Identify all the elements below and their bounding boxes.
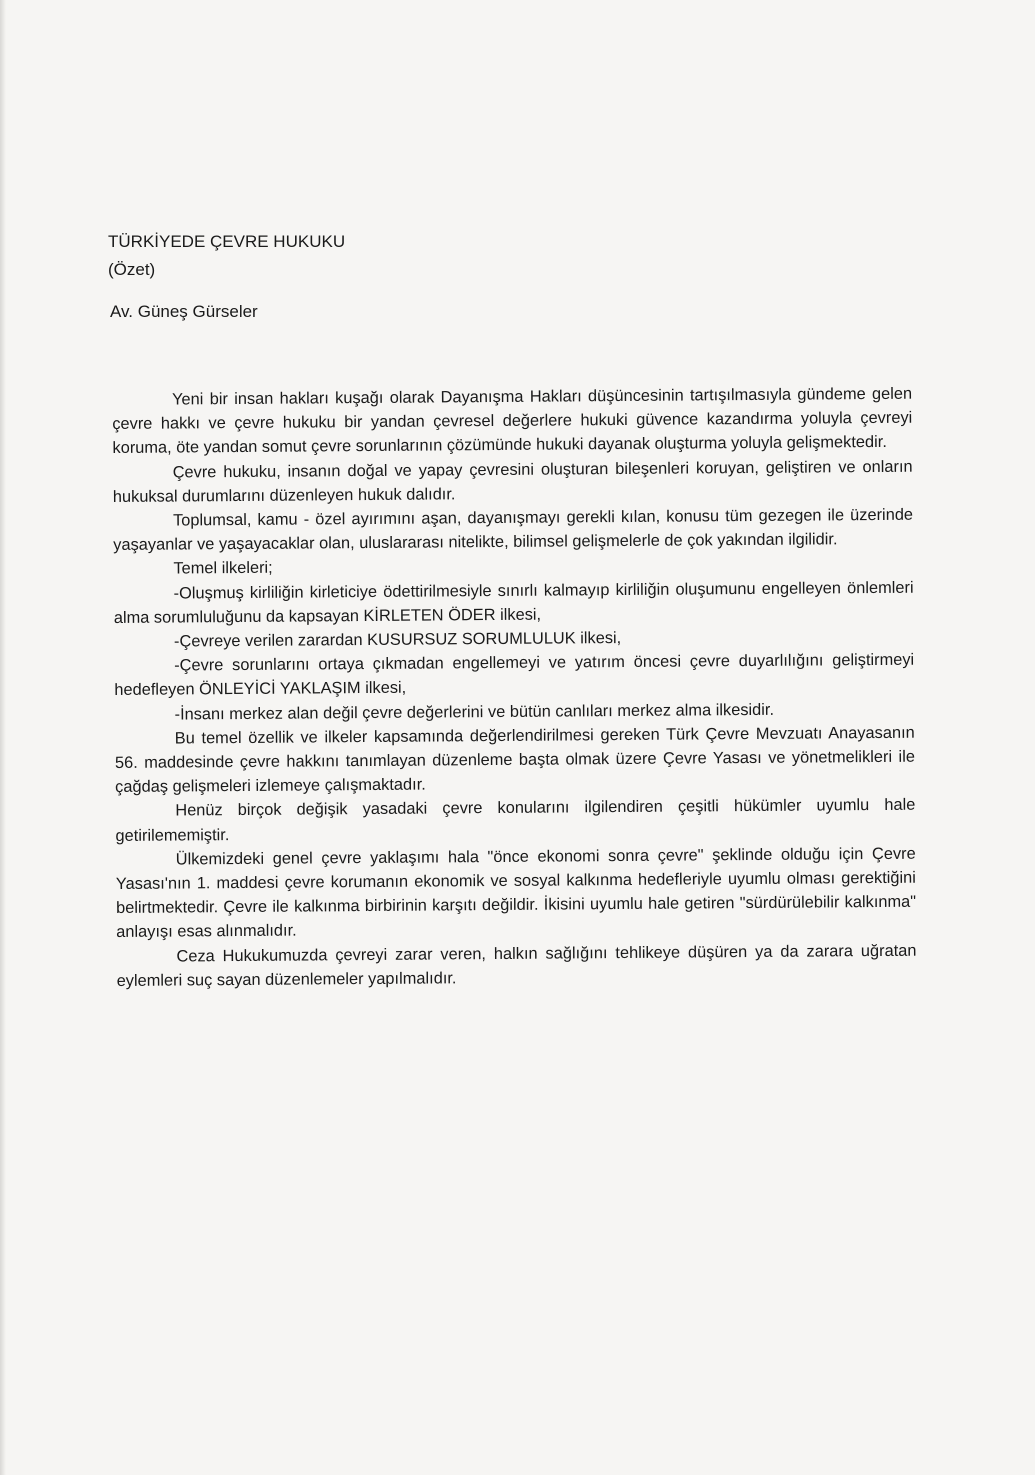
paragraph: -Çevreye verilen zarardan KUSURSUZ SORUMLULUK ilkesi, — [173, 629, 622, 651]
paragraph: Ülkemizdeki genel çevre yaklaşımı hala "önce ekonomi sonra çevre" şeklinde olduğu için Çevre Yasası'nın 1. maddesi çevre korumanın ekonomik ve sosyal kalkınma hedefleriyle uyumlu olması gerektiğini belirtmektedir. Çevre ile kalkınma birbirinin karşıtı değildir. İkisini uyumlu hale getiren "sürdürülebilir kalkınma" anlayışı esas alınmalıdır. — [115, 844, 917, 942]
paragraph: Toplumsal, kamu - özel ayırımını aşan, dayanışmayı gerekli kılan, konusu tüm gezegen ile üzerinde yaşayanlar ve yaşayacaklar olan, uluslararası nitelikte, bilimsel gelişmelerle de çok yakından ilgilidir. — [113, 505, 914, 555]
paragraph: -Çevre sorunlarını ortaya çıkmadan engellemeyi ve yatırım öncesi çevre duyarlılığını geliştirmeyi hedefleyen ÖNLEYİCİ YAKLAŞIM ilkesi, — [114, 650, 915, 700]
paragraph: Henüz birçok değişik yasadaki çevre konularını ilgilendiren çeşitli hükümler uyumlu hale getirilememiştir. — [115, 796, 916, 845]
document-author: Av. Güneş Gürseler — [110, 302, 258, 321]
paragraph: Temel ilkeleri; — [173, 559, 273, 578]
paragraph: -Oluşmuş kirliliğin kirleticiye ödettirilmesiyle sınırlı kalmayıp kirliliğin oluşumunu engelleyen önlemleri alma sorumluluğunu da kapsayan KİRLETEN ÖDER ilkesi, — [113, 578, 914, 627]
paragraph: Bu temel özellik ve ilkeler kapsamında değerlendirilmesi gereken Türk Çevre Mevzuatı Anayasanın 56. maddesinde çevre hakkını tanımlayan düzenleme başta olmak üzere Çevre Yasası ve yönetmelikleri ile çağdaş gelişmeleri izlemeye çalışmaktadır. — [114, 723, 915, 797]
page-edge-shadow — [0, 0, 6, 1475]
document-title: TÜRKİYEDE ÇEVRE HUKUKU — [108, 232, 346, 251]
paragraph: Çevre hukuku, insanın doğal ve yapay çevresini oluşturan bileşenleri koruyan, geliştiren ve onların hukuksal durumlarını düzenleyen hukuk dalıdır. — [112, 457, 913, 506]
document-header — [108, 228, 708, 284]
paragraph: Yeni bir insan hakları kuşağı olarak Dayanışma Hakları düşüncesinin tartışılmasıyla gündeme gelen çevre hakkı ve çevre hukuku bir yandan çevresel değerlere hukuki güvence kazandırma yoluyla çevreyi koruma, öte yandan somut çevre sorunlarının çözümünde hukuki dayanak oluşturma yoluyla gelişmektedir. — [112, 384, 913, 458]
document-subtitle: (Özet) — [108, 260, 156, 279]
paragraph: -İnsanı merkez alan değil çevre değerlerini ve bütün canlıları merkez alma ilkesidir. — [174, 700, 775, 724]
document-body — [112, 382, 917, 993]
paragraph: Ceza Hukukumuzda çevreyi zarar veren, halkın sağlığını tehlikeye düşüren ya da zarara uğratan eylemleri suç sayan düzenlemeler yapılmalıdır. — [116, 941, 917, 990]
